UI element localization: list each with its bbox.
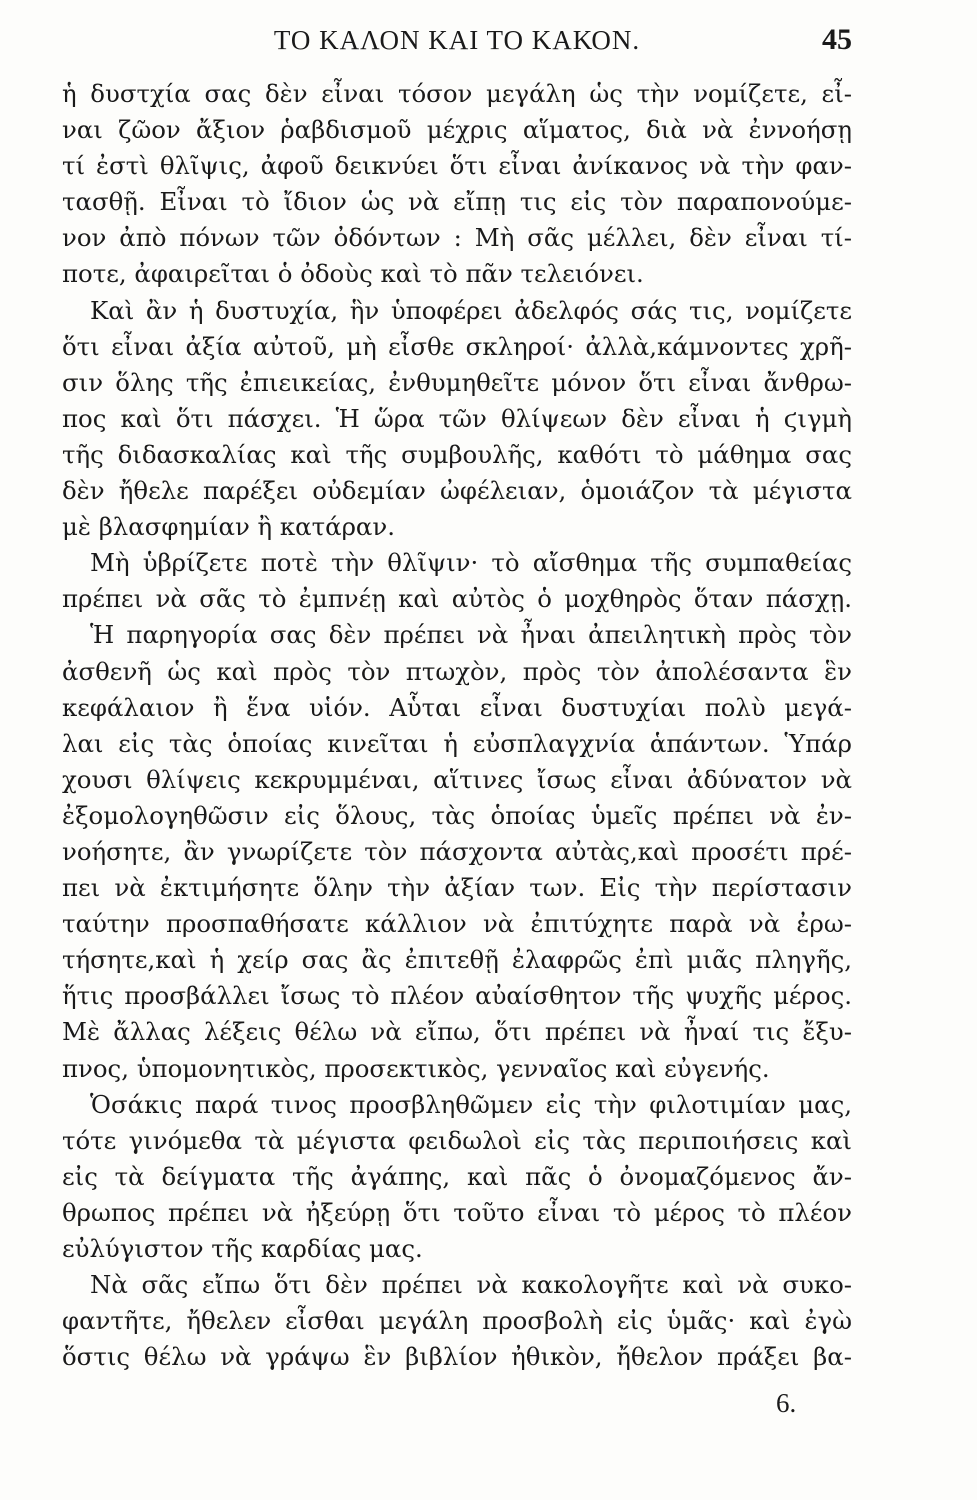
running-head bbox=[62, 20, 852, 60]
text-line: δὲν ἤθελε παρέξει οὐδεμίαν ὠφέλειαν, ὁμοιάζον τὰ μέγιστα bbox=[62, 476, 852, 506]
text-line: Ἡ παρηγορία σας δὲν πρέπει νὰ ἦναι ἀπειλητικὴ πρὸς τὸν bbox=[90, 620, 852, 650]
text-line: ὅτι εἶναι ἀξία αὐτοῦ, μὴ εἶσθε σκληροί· ἀλλὰ,κάμνοντες χρῆ- bbox=[62, 331, 852, 361]
text-line: εἰς τὰ δείγματα τῆς ἀγάπης, καὶ πᾶς ὁ ὀνομαζόμενος ἄν- bbox=[62, 1161, 852, 1191]
text-line: Καὶ ἂν ἡ δυστυχία, ἣν ὑποφέρει ἀδελφός σάς τις, νομίζετε bbox=[90, 295, 852, 325]
text-line: φαντῆτε, ἤθελεν εἶσθαι μεγάλη προσβολὴ εἰς ὑμᾶς· καὶ ἐγὼ bbox=[62, 1306, 852, 1336]
text-line: σιν ὅλης τῆς ἐπιεικείας, ἐνθυμηθεῖτε μόνον ὅτι εἶναι ἄνθρω- bbox=[62, 367, 852, 397]
text-line: ἡ δυστχία σας δὲν εἶναι τόσον μεγάλη ὡς τὴν νομίζετε, εἶ- bbox=[62, 79, 852, 108]
text-line: τότε γινόμεθα τὰ μέγιστα φειδωλοὶ εἰς τὰς περιποιήσεις καὶ bbox=[62, 1125, 852, 1155]
text-line: τί ἐστὶ θλῖψις, ἀφοῦ δεικνύει ὅτι εἶναι ἀνίκανος νὰ τὴν φαν- bbox=[62, 151, 852, 181]
running-title: ΤΟ ΚΑΛΟΝ ΚΑΙ ΤΟ ΚΑΚΟΝ. bbox=[273, 25, 641, 55]
text-line: εὐλύγιστον τῆς καρδίας μας. bbox=[62, 1234, 423, 1263]
text-line: ἐξομολογηθῶσιν εἰς ὅλους, τὰς ὁποίας ὑμεῖς πρέπει νὰ ἐν- bbox=[62, 800, 852, 830]
text-line: ὅστις θέλω νὰ γράψω ἓν βιβλίον ἠθικὸν, ἤθελον πράξει βα- bbox=[62, 1342, 852, 1372]
text-line: πει νὰ ἐκτιμήσητε ὅλην τὴν ἀξίαν των. Εἰς τὴν περίστασιν bbox=[62, 873, 852, 903]
signature-mark: 6. bbox=[776, 1388, 797, 1418]
text-line: ἥτις προσβάλλει ἴσως τὸ πλέον αὐαίσθητον τῆς ψυχῆς μέρος. bbox=[62, 981, 852, 1011]
text-line: πνος, ὑπομονητικὸς, προσεκτικὸς, γενναῖος καὶ εὐγενής. bbox=[62, 1053, 770, 1083]
text-line: κεφάλαιον ἢ ἕνα υἱόν. Αὗται εἶναι δυστυχίαι πολὺ μεγά- bbox=[62, 692, 852, 722]
text-line: χουσι θλίψεις κεκρυμμέναι, αἵτινες ἴσως εἶναι ἀδύνατον νὰ bbox=[62, 764, 852, 794]
text-line: Μὲ ἄλλας λέξεις θέλω νὰ εἴπω, ὅτι πρέπει νὰ ἦναί τις ἔξυ- bbox=[62, 1017, 852, 1047]
text-line: λαι εἰς τὰς ὁποίας κινεῖται ἡ εὐσπλαγχνία ἁπάντων. Ὑπάρ bbox=[62, 728, 852, 758]
text-line: ταύτην προσπαθήσατε κάλλιον νὰ ἐπιτύχητε παρὰ νὰ ἐρω- bbox=[62, 909, 852, 939]
text-line: πος καὶ ὅτι πάσχει. Ἡ ὥρα τῶν θλίψεων δὲν εἶναι ἡ ϛιγμὴ bbox=[62, 403, 852, 433]
text-line: ἀσθενῆ ὡς καὶ πρὸς τὸν πτωχὸν, πρὸς τὸν ἀπολέσαντα ἓν bbox=[62, 656, 852, 686]
text-line: νοήσητε, ἂν γνωρίζετε τὸν πάσχοντα αὐτὰς,καὶ προσέτι πρέ- bbox=[62, 836, 852, 866]
text-line: ναι ζῶον ἄξιον ῥαβδισμοῦ μέχρις αἵματος, διὰ νὰ ἐννοήσῃ bbox=[62, 115, 852, 145]
body-text bbox=[62, 76, 852, 1375]
text-line: Ὁσάκις παρά τινος προσβληθῶμεν εἰς τὴν φιλοτιμίαν μας, bbox=[90, 1089, 852, 1119]
text-line: τασθῇ. Εἶναι τὸ ἴδιον ὡς νὰ εἴπῃ τις εἰς τὸν παραπονούμε- bbox=[62, 187, 852, 217]
text-line: Νὰ σᾶς εἴπω ὅτι δὲν πρέπει νὰ κακολογῆτε καὶ νὰ συκο- bbox=[90, 1270, 852, 1300]
text-line: νον ἀπὸ πόνων τῶν ὀδόντων : Μὴ σᾶς μέλλει, δὲν εἶναι τί- bbox=[62, 223, 852, 253]
page-number: 45 bbox=[822, 23, 852, 56]
text-line: θρωπος πρέπει νὰ ἠξεύρῃ ὅτι τοῦτο εἶναι τὸ μέρος τὸ πλέον bbox=[62, 1197, 852, 1227]
text-line: πρέπει νὰ σᾶς τὸ ἐμπνέῃ καὶ αὐτὸς ὁ μοχθηρὸς ὅταν πάσχῃ. bbox=[62, 584, 852, 614]
text-line: τῆς διδασκαλίας καὶ τῆς συμβουλῆς, καθότι τὸ μάθημα σας bbox=[62, 439, 852, 469]
text-line: Μὴ ὑβρίζετε ποτὲ τὴν θλῖψιν· τὸ αἴσθημα τῆς συμπαθείας bbox=[90, 548, 852, 578]
text-line: μὲ βλασφημίαν ἢ κατάραν. bbox=[62, 512, 395, 542]
text-line: ποτε, ἀφαιρεῖται ὁ ὀδοὺς καὶ τὸ πᾶν τελειόνει. bbox=[62, 259, 644, 289]
text-line: τήσητε,καὶ ἡ χείρ σας ἂς ἐπιτεθῇ ἐλαφρῶς ἐπὶ μιᾶς πληγῆς, bbox=[62, 945, 852, 975]
